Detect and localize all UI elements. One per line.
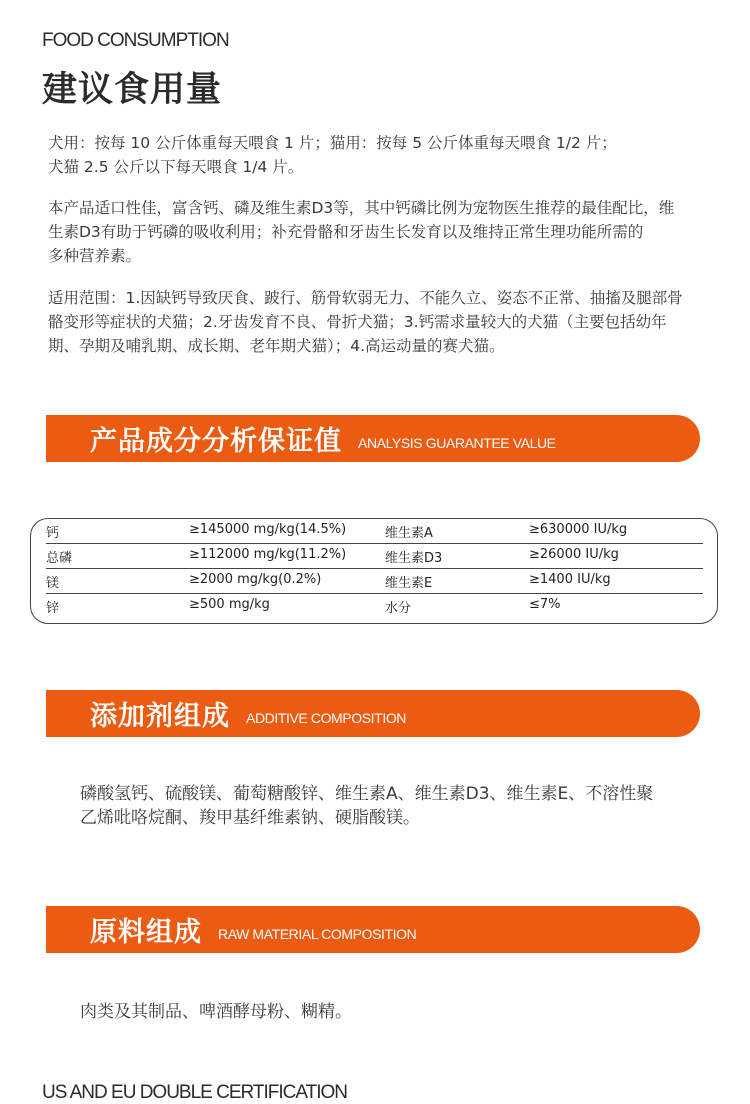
scope-line: 适用范围：1.因缺钙导致厌食、跛行、筋骨软弱无力、不能久立、姿态不正常、抽搐及腿部骨 <box>48 289 683 307</box>
additive-banner <box>46 690 700 737</box>
page-title: 建议食用量 <box>42 70 223 110</box>
section-eyebrow: FOOD CONSUMPTION <box>42 30 229 51</box>
benefit-line: 多种营养素。 <box>48 247 142 265</box>
scope-line: 期、孕期及哺乳期、成长期、老年期犬猫）；4.高运动量的赛犬猫。 <box>48 337 505 355</box>
table-row <box>46 594 703 618</box>
nutrient-value: ≥26000 IU/kg <box>529 547 619 562</box>
dosage-line: 犬用：按每 10 公斤体重每天喂食 1 片；猫用：按每 5 公斤体重每天喂食 1/2 片； <box>48 134 617 152</box>
additive-line: 磷酸氢钙、硫酸镁、葡萄糖酸锌、维生素A、维生素D3、维生素E、不溶性聚 <box>80 784 654 804</box>
nutrient-value: ≥145000 mg/kg(14.5%) <box>189 522 347 537</box>
raw-material-banner <box>46 906 700 953</box>
benefit-paragraph <box>48 196 708 268</box>
benefit-line: 生素D3有助于钙磷的吸收利用；补充骨骼和牙齿生长发育以及维持正常生理功能所需的 <box>48 223 644 241</box>
benefit-line: 本产品适口性佳，富含钙、磷及维生素D3等，其中钙磷比例为宠物医生推荐的最佳配比，维 <box>48 199 675 217</box>
table-row <box>46 519 703 544</box>
additive-line: 乙烯吡咯烷酮、羧甲基纤维素钠、硬脂酸镁。 <box>80 808 420 828</box>
nutrient-value: ≥630000 IU/kg <box>529 522 628 537</box>
dosage-paragraph <box>48 131 708 179</box>
nutrient-value: ≥2000 mg/kg(0.2%) <box>189 572 322 587</box>
additive-subtitle: ADDITIVE COMPOSITION <box>246 709 407 726</box>
additive-title: 添加剂组成 <box>90 701 230 732</box>
nutrient-name: 钙 <box>46 526 60 541</box>
nutrient-value: ≤7% <box>529 597 561 612</box>
dosage-line: 犬猫 2.5 公斤以下每天喂食 1/4 片。 <box>48 158 304 176</box>
nutrient-name: 水分 <box>385 601 412 616</box>
nutrient-name: 维生素D3 <box>385 551 443 566</box>
nutrient-name: 锌 <box>46 601 60 616</box>
scope-paragraph <box>48 286 708 358</box>
analysis-table <box>30 518 718 624</box>
analysis-subtitle: ANALYSIS GUARANTEE VALUE <box>358 434 556 451</box>
nutrient-value: ≥1400 IU/kg <box>529 572 611 587</box>
table-row <box>46 569 703 594</box>
nutrient-name: 总磷 <box>46 551 73 566</box>
nutrient-name: 维生素A <box>385 526 433 541</box>
additive-text <box>80 782 680 830</box>
nutrient-name: 镁 <box>46 576 60 591</box>
nutrient-value: ≥112000 mg/kg(11.2%) <box>189 547 347 562</box>
raw-material-subtitle: RAW MATERIAL COMPOSITION <box>218 925 417 942</box>
analysis-title: 产品成分分析保证值 <box>90 426 342 457</box>
table-row <box>46 544 703 569</box>
nutrient-name: 维生素E <box>385 576 433 591</box>
raw-material-text: 肉类及其制品、啤酒酵母粉、糊精。 <box>80 1002 352 1022</box>
analysis-banner <box>46 415 700 462</box>
scope-line: 骼变形等症状的犬猫；2.牙齿发育不良、骨折犬猫；3.钙需求量较大的犬猫（主要包括幼年 <box>48 313 667 331</box>
certification-heading: US AND EU DOUBLE CERTIFICATION <box>42 1082 348 1103</box>
raw-material-title: 原料组成 <box>90 917 202 948</box>
nutrient-value: ≥500 mg/kg <box>189 597 270 612</box>
